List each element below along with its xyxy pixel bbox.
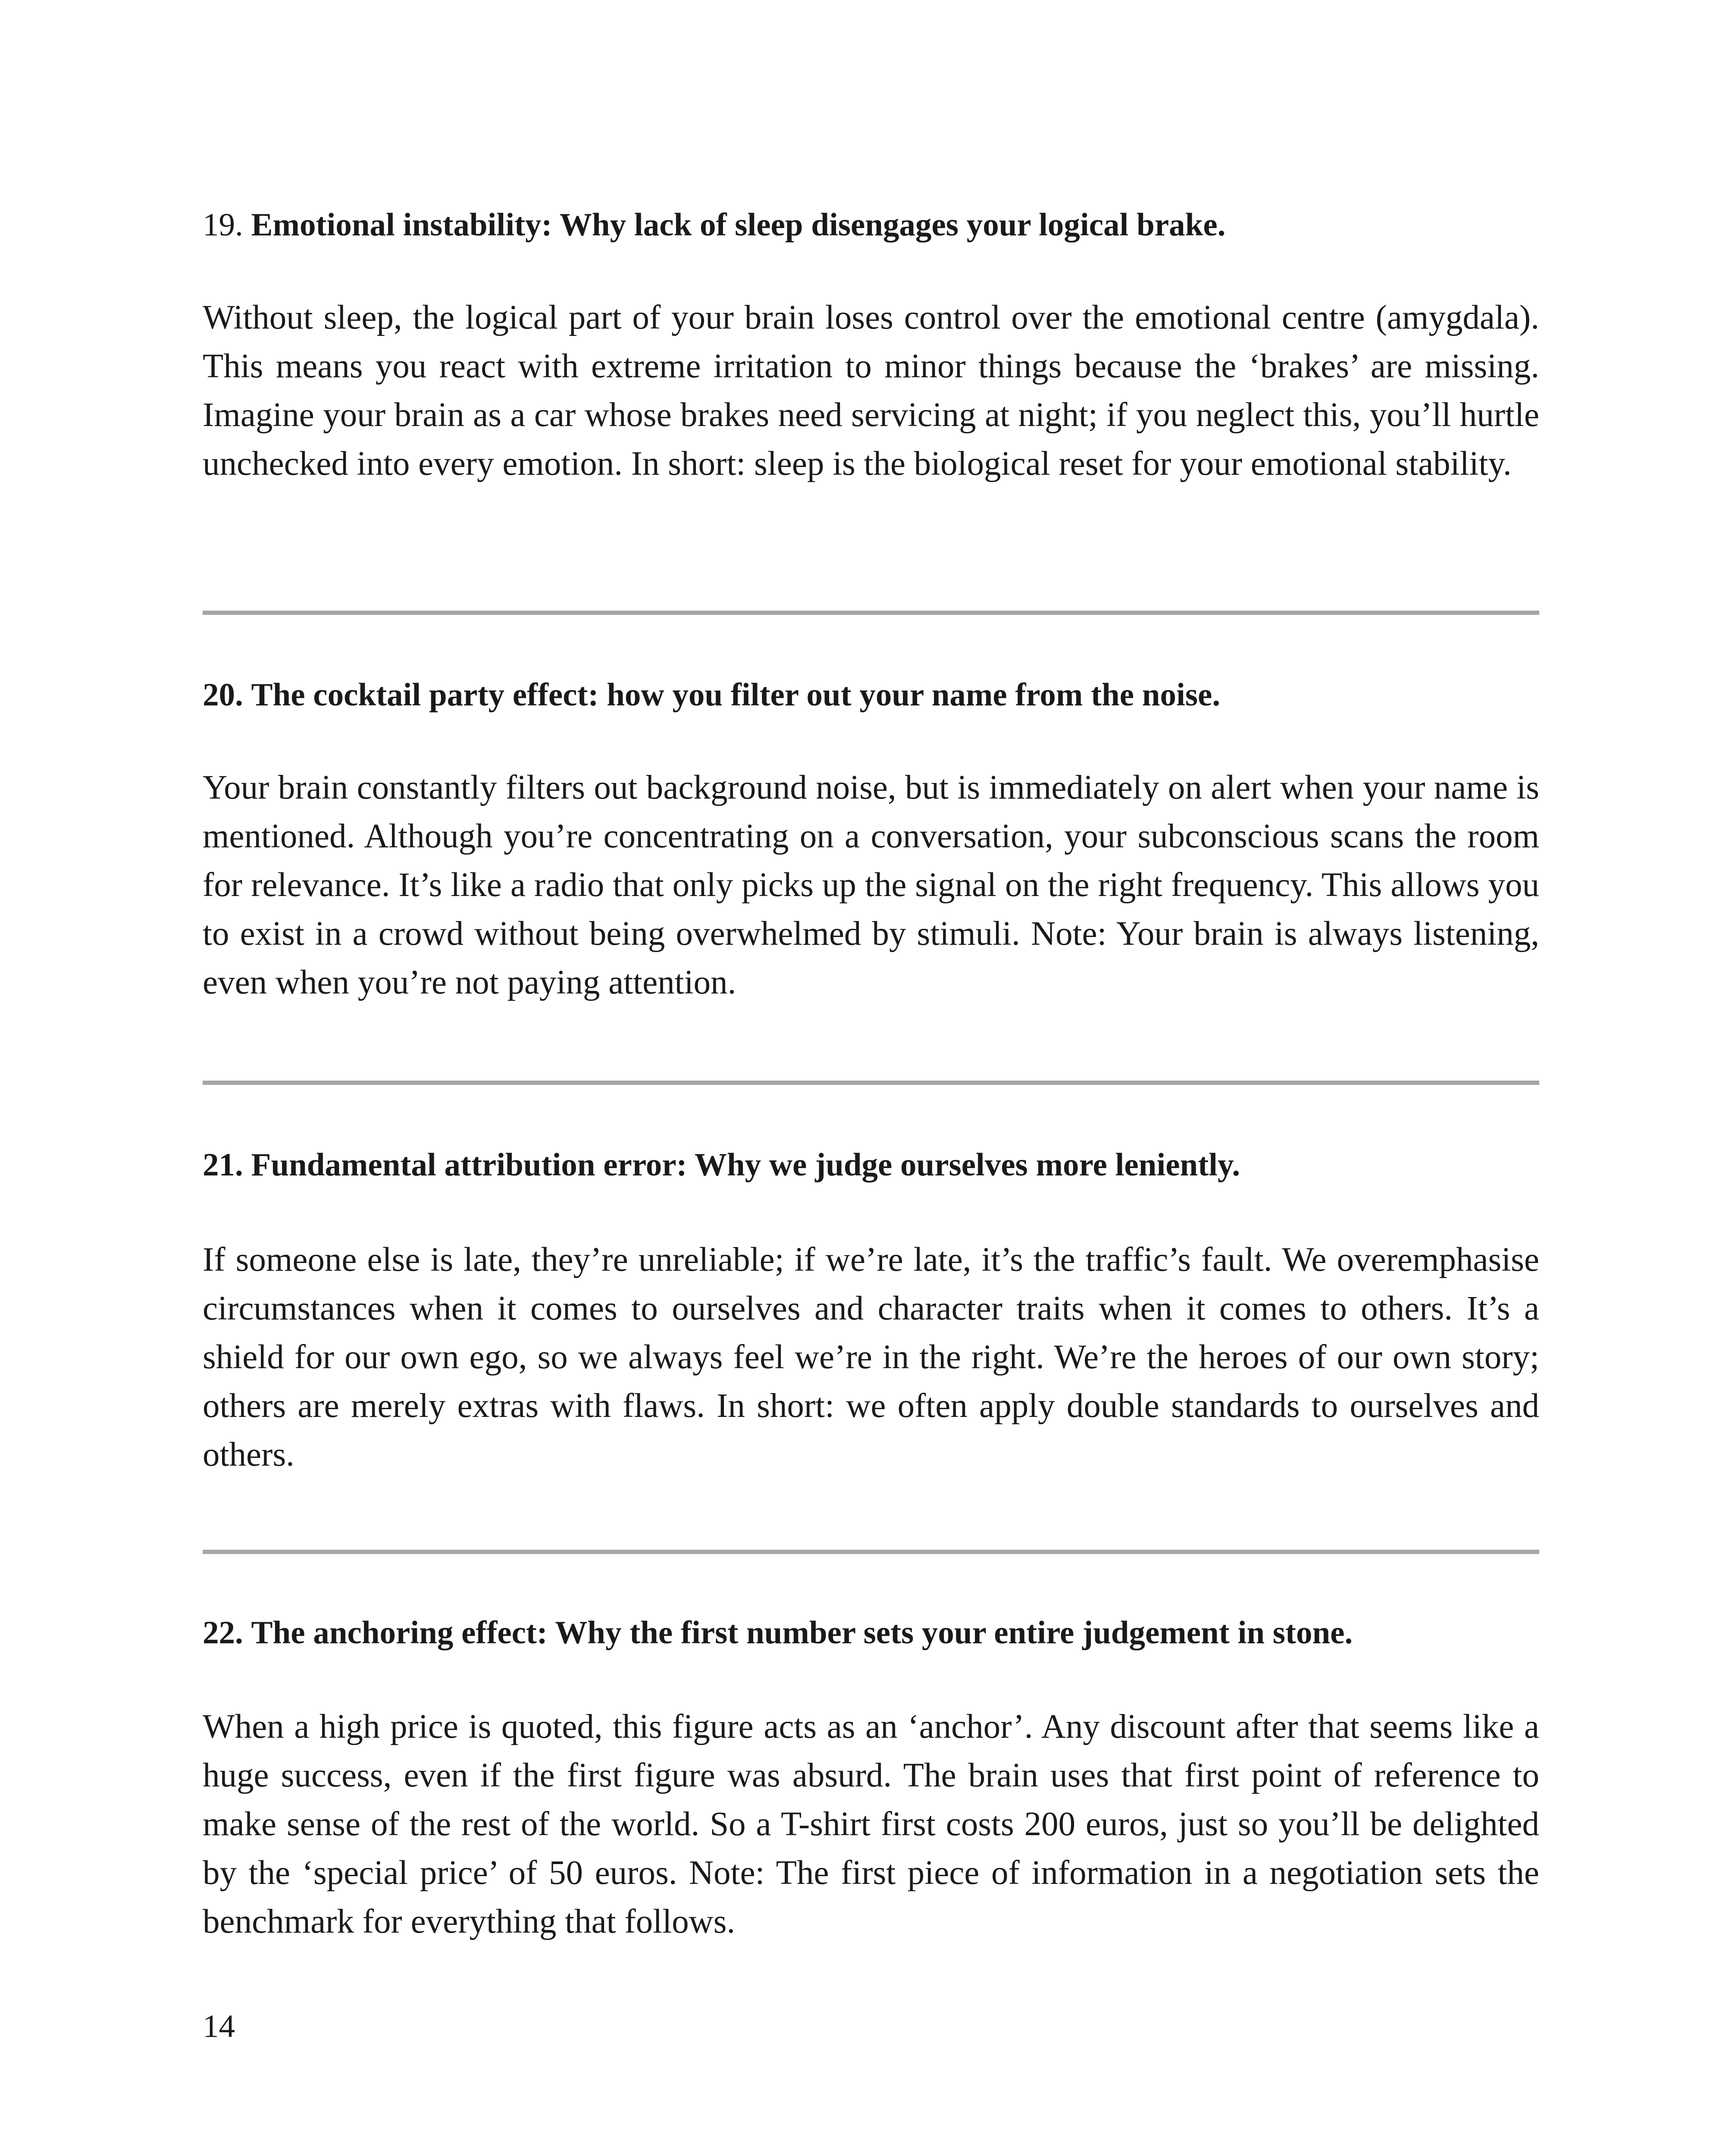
section-divider: [203, 1550, 1539, 1554]
section-number: 20.: [203, 677, 243, 713]
section-heading-21: [203, 1144, 1539, 1187]
section-title: The anchoring effect: Why the first number sets your entire judgement in stone.: [251, 1615, 1353, 1651]
section-divider: [203, 611, 1539, 615]
section-body-20: Your brain constantly filters out background noise, but is immediately on alert when your name is mentioned. Although you’re concentrating on a conversation, your subconscious scans the room for relevance. It’s like a radio that only picks up the signal on the right frequency. This allows you to exist in a crowd without being overwhelmed by stimuli. Note: Your brain is always listening, even when you’re not paying attention.: [203, 769, 1539, 1001]
section-heading-22: [203, 1611, 1539, 1655]
page-number: 14: [203, 2009, 235, 2044]
section-number: 19.: [203, 207, 243, 243]
section-number: 21.: [203, 1147, 243, 1183]
section-body-22: When a high price is quoted, this figure acts as an ‘anchor’. Any discount after that seems like a huge success, even if the first figure was absurd. The brain uses that first point of reference to make sense of the rest of the world. So a T-shirt first costs 200 euros, just so you’ll be delighted by the ‘special price’ of 50 euros. Note: The first piece of information in a negotiation sets the benchmark for everything that follows.: [203, 1708, 1539, 1940]
section-body-19: Without sleep, the logical part of your brain loses control over the emotional centre (amygdala). This means you react with extreme irritation to minor things because the ‘brakes’ are missing. Imagine your brain as a car whose brakes need servicing at night; if you neglect this, you’ll hurtle unchecked into every emotion. In short: sleep is the biological reset for your emotional stability.: [203, 299, 1539, 483]
section-title: Emotional instability: Why lack of sleep disengages your logical brake.: [251, 207, 1226, 243]
section-number: 22.: [203, 1615, 243, 1651]
section-body-21: If someone else is late, they’re unreliable; if we’re late, it’s the traffic’s fault. We overemphasise circumstances when it comes to ourselves and character traits when it comes to others. It’s a shield for our own ego, so we always feel we’re in the right. We’re the heroes of our own story; others are merely extras with flaws. In short: we often apply double standards to ourselves and others.: [203, 1241, 1539, 1473]
section-title: Fundamental attribution error: Why we judge ourselves more leniently.: [251, 1147, 1240, 1183]
section-heading-19: [203, 204, 1539, 247]
section-title: The cocktail party effect: how you filter out your name from the noise.: [251, 677, 1221, 713]
section-divider: [203, 1081, 1539, 1085]
section-heading-20: [203, 674, 1539, 717]
